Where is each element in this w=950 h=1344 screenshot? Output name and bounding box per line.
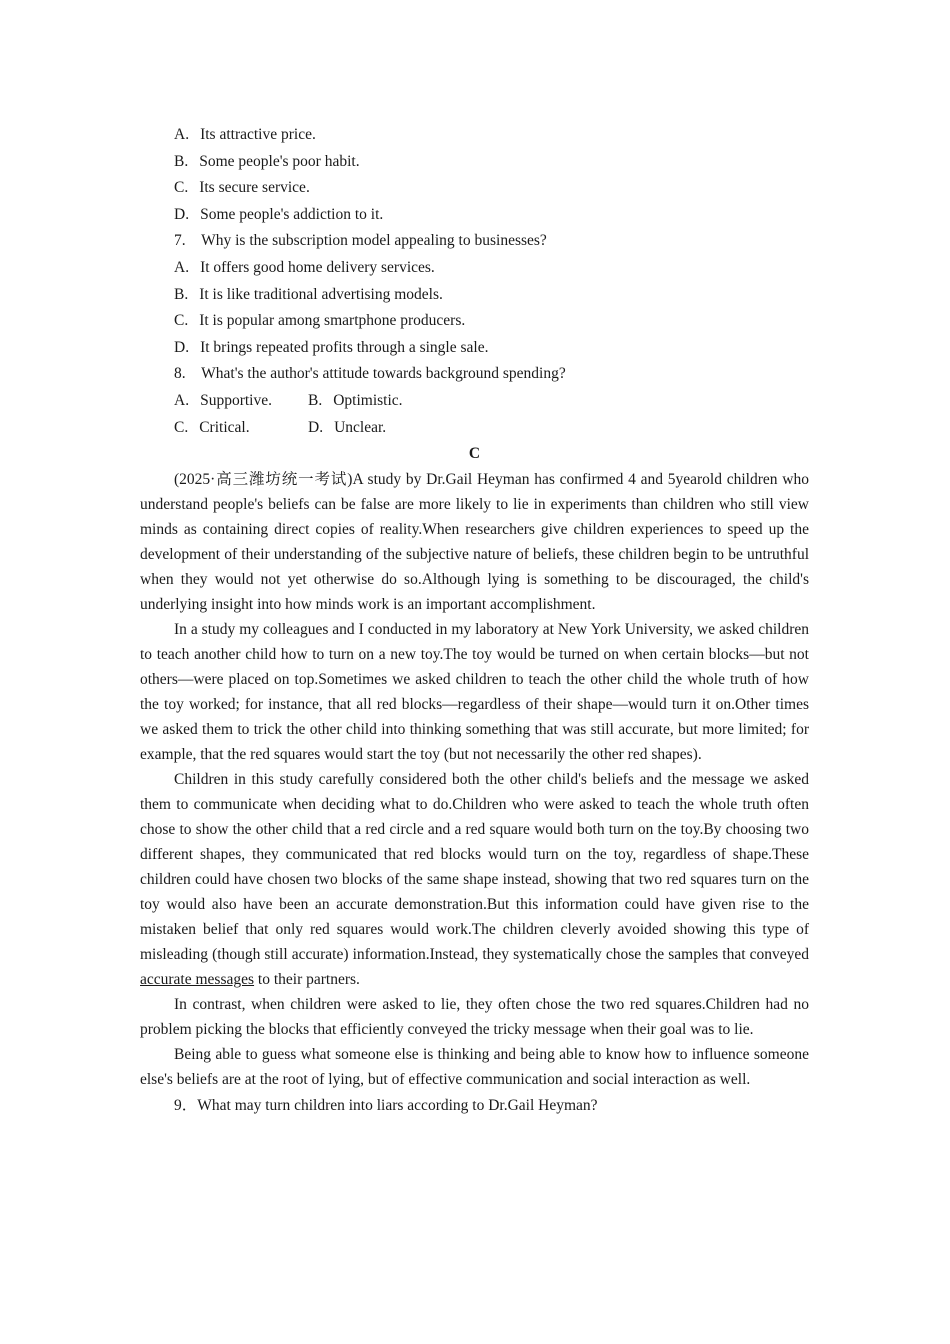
document-page	[140, 122, 809, 1119]
passage-paragraph-4: In contrast, when children were asked to lie, they often chose the two red squares.Children had no problem picking the blocks that efficiently conveyed the tricky message when their goal was to lie.	[140, 996, 809, 1039]
passage-source: (2025·高三潍坊统一考试)	[174, 471, 353, 489]
option-label: D.	[174, 338, 190, 356]
q6-option-b[interactable]	[140, 149, 809, 176]
q8-option-c[interactable]	[174, 415, 308, 442]
option-text: It is like traditional advertising models.	[199, 285, 443, 303]
q6-option-a[interactable]	[140, 122, 809, 149]
q7-option-a[interactable]	[140, 255, 809, 282]
option-text: Its attractive price.	[200, 126, 316, 143]
option-text: Supportive.	[200, 391, 272, 409]
option-text: Its secure service.	[199, 179, 310, 197]
passage-paragraph-3-end: to their partners.	[254, 971, 360, 989]
option-label: A.	[174, 391, 190, 409]
option-label: A.	[174, 258, 190, 276]
passage-paragraph-1	[140, 467, 809, 617]
q7-option-c[interactable]	[140, 308, 809, 335]
option-label: A.	[174, 126, 190, 143]
option-text: Optimistic.	[333, 391, 403, 409]
passage-paragraph-1-text: A study by Dr.Gail Heyman has confirmed 4 and 5yearold children who understand people's beliefs can be false are more likely to lie in experiments than children who still view minds as containing direct copies of reality.When researchers give children experiences to speed up the development of their understanding of the subjective nature of beliefs, these children begin to be untruthful when they would not yet otherwise do so.Although lying is something to be discouraged, the child's underlying insight into how minds work is an important accomplishment.	[140, 471, 809, 614]
q7-option-b[interactable]	[140, 282, 809, 309]
underlined-phrase: accurate messages	[140, 971, 255, 989]
option-text: Unclear.	[334, 418, 387, 436]
q7-option-d[interactable]	[140, 335, 809, 362]
option-label: C.	[174, 418, 189, 436]
q7-question: 7. Why is the subscription model appealing to businesses?	[174, 232, 547, 250]
option-label: B.	[174, 152, 189, 170]
q8-option-d[interactable]	[308, 419, 386, 436]
option-text: It is popular among smartphone producers.	[199, 312, 466, 330]
q6-option-d[interactable]	[140, 202, 809, 229]
option-label: B.	[174, 285, 189, 303]
q9-question: 9．What may turn children into liars according to Dr.Gail Heyman?	[174, 1097, 598, 1115]
passage-paragraph-5: Being able to guess what someone else is thinking and being able to know how to influence someone else's beliefs are at the root of lying, but of effective communication and social interaction as well.	[140, 1046, 809, 1089]
option-label: D.	[308, 418, 324, 436]
q8-option-a[interactable]	[174, 388, 308, 415]
option-label: C.	[174, 312, 189, 330]
option-label: D.	[174, 205, 190, 223]
option-text: Some people's addiction to it.	[200, 205, 384, 223]
q8-option-b[interactable]	[308, 392, 403, 409]
option-text: Critical.	[199, 418, 250, 436]
q6-option-c[interactable]	[140, 175, 809, 202]
option-label: C.	[174, 179, 189, 197]
option-text: It brings repeated profits through a single sale.	[200, 338, 489, 356]
option-text: Some people's poor habit.	[199, 152, 360, 170]
section-title: C	[468, 445, 481, 463]
passage-paragraph-2: In a study my colleagues and I conducted in my laboratory at New York University, we asked children to teach another child how to turn on a new toy.The toy would be turned on when certain blocks—but not others—were placed on top.Sometimes we asked children to teach the other child the whole truth of how the toy worked; for instance, that all red blocks—regardless of their shape—would turn it on.Other times we asked them to trick the other child into thinking something that was still accurate, but more limited; for example, that the red squares would start the toy (but not necessarily the other red shapes).	[140, 621, 809, 764]
option-label: B.	[308, 391, 323, 409]
q8-question: 8. What's the author's attitude towards background spending?	[174, 365, 566, 383]
q8-options-row-2	[140, 415, 809, 442]
passage-paragraph-3	[140, 767, 809, 992]
option-text: It offers good home delivery services.	[200, 258, 435, 276]
q8-options-row-1	[140, 388, 809, 415]
passage-paragraph-3-text: Children in this study carefully considered both the other child's beliefs and the message we asked them to communicate when deciding what to do.Children who were asked to teach the whole truth often chose to show the other child that a red circle and a red square would both turn on the toy.By choosing two different shapes, they communicated that red blocks would turn on the toy, regardless of shape.These children could have chosen two blocks of the same shape instead, showing that two red squares turn on the toy would also have been an accurate demonstration.But this information could have given rise to the mistaken belief that only red squares would work.The children cleverly avoided showing this type of misleading (though still accurate) information.Instead, they systematically chose the samples that conveyed	[140, 771, 809, 964]
